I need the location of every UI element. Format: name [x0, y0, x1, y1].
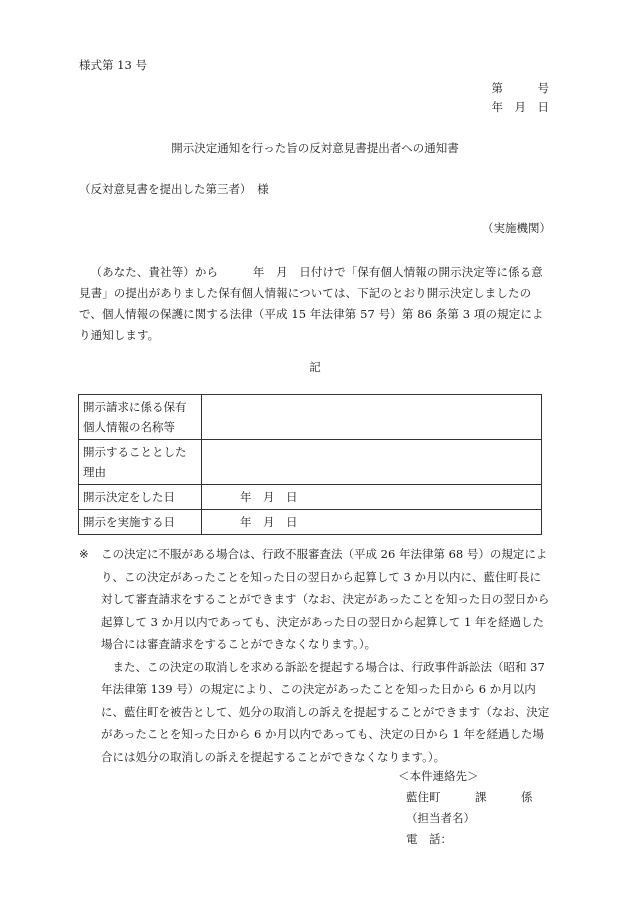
appeal-note — [79, 543, 551, 768]
table-row — [79, 485, 542, 510]
addressee: （反対意見書を提出した第三者） 様 — [79, 182, 269, 196]
document-title: 開示決定通知を行った旨の反対意見書提出者への通知書 — [171, 141, 459, 155]
note-mark: ※ — [79, 547, 89, 561]
table-row — [79, 395, 542, 440]
disclosure-table — [78, 394, 542, 535]
row-label: 開示を実施する日 — [79, 510, 202, 535]
row-label: 開示請求に係る保有個人情報の名称等 — [79, 395, 202, 440]
table-row — [79, 440, 542, 485]
contact-person: （担当者名） — [406, 811, 475, 825]
issue-date: 年 月 日 — [491, 100, 549, 114]
contact-heading: ＜本件連絡先＞ — [398, 769, 479, 783]
contact-block — [398, 766, 533, 850]
row-value: 年 月 日 — [202, 510, 542, 535]
contact-phone: 電 話： — [406, 832, 452, 846]
contact-dept: 藍住町 課 係 — [406, 790, 533, 804]
note-paragraph-2: また、この決定の取消しを求める訴訟を提起する場合は、行政事件訴訟法（昭和 37 年法律第 139 号）の規定により、この決定があったことを知った日から 6 か月以内に、藍住町を被告として、処分の取消しの訴えを提起することができます（なお、決定があったことを知った日から 6 か月以内であっても、決定の日から 1 年を経過した場合には処分の取消しの訴えを提起することができなくなります。）。 — [101, 659, 550, 764]
table-row — [79, 510, 542, 535]
note-paragraph-1: この決定に不服がある場合は、行政不服審査法（平成 26 年法律第 68 号）の規定により、この決定があったことを知った日の翌日から起算して 3 か月以内に、藍住町長に対して審査請求をすることができます（なお、決定があったことを知った日の翌日から起算して 3 か月以内であっても、決定があった日の翌日から起算して 1 年を経過した場合には審査請求をすることができなくなります。）。 — [101, 547, 550, 651]
row-value: 年 月 日 — [202, 485, 542, 510]
row-label: 開示することとした理由 — [79, 440, 202, 485]
ki-heading: 記 — [309, 360, 321, 374]
row-value — [202, 395, 542, 440]
row-label: 開示決定をした日 — [79, 485, 202, 510]
row-value — [202, 440, 542, 485]
body-paragraph: （あなた、貴社等）から 年 月 日付けで「保有個人情報の開示決定等に係る意見書」の提出がありました保有個人情報については、下記のとおり開示決定しましたので、個人情報の保護に関する法律（平成 15 年法律第 57 号）第 86 条第 3 項の規定により通知します。 — [79, 265, 544, 342]
issuing-agency: （実施機関） — [482, 221, 551, 235]
document-number: 第 号 — [491, 81, 549, 95]
form-number: 様式第 13 号 — [79, 58, 147, 72]
